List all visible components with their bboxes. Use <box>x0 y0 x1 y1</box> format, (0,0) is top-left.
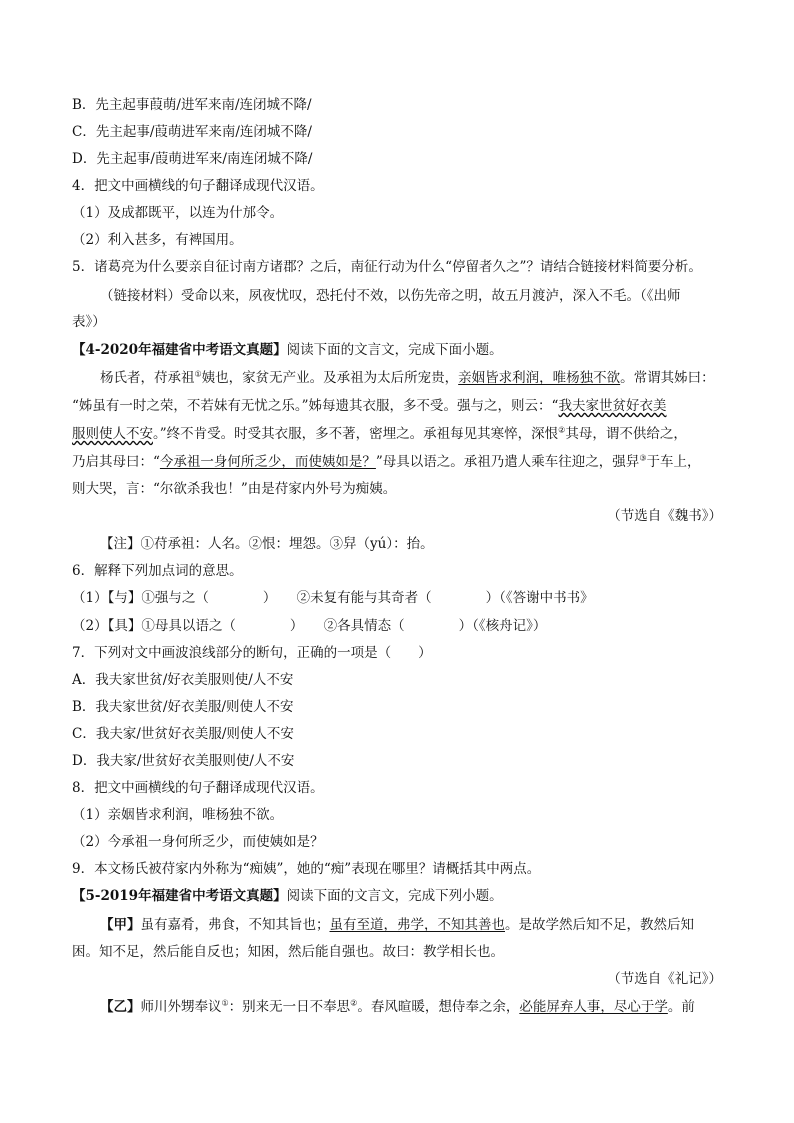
annotations: 【注】①苻承祖：人名。②恨：埋怨。③舁（yú）：抬。 <box>100 536 434 552</box>
section-5-title: 【5-2019年福建省中考语文真题】 <box>72 888 287 904</box>
note-mark: ③ <box>639 453 647 463</box>
question-6: 6．解释下列加点词的意思。 <box>72 563 243 579</box>
passage-line: 杨氏者，苻承祖①姨也，家贫无产业。及承祖为太后所宠贵，亲姻皆求利润，唯杨独不欲。常谓其姊曰： <box>100 369 715 386</box>
question-5: 5．诸葛亮为什么要亲自征讨南方诸郡？之后，南征行动为什么“停留者久之”？请结合链接材料简要分析。 <box>72 259 702 275</box>
section-4-instruction: 阅读下面的文言文，完成下面小题。 <box>286 342 503 358</box>
option-c: C．先主起事/葭萌进军来南/连闭城不降/ <box>72 124 312 140</box>
section-4-heading <box>72 341 732 359</box>
note-mark: ② <box>558 425 566 435</box>
wavy-underline-part-1: 我夫家世贫好衣美 <box>558 398 667 414</box>
passage-jia-line: 【甲】虽有嘉肴，弗食，不知其旨也；虽有至道，弗学，不知其善也。是故学然后知不足，教然后知 <box>100 917 694 933</box>
source-weishu: （节选自《魏书》） <box>607 508 722 524</box>
q4-item-2: （2）利入甚多，有裨国用。 <box>72 232 243 248</box>
passage-line: 则大哭，言：“尔欲杀我也！”由是苻家内外号为痴姨。 <box>72 481 397 497</box>
q7-option-b: B．我夫家世贫/好衣美服/则使人不安 <box>72 699 294 715</box>
q4-item-1: （1）及成都既平，以连为什邡令。 <box>72 205 284 221</box>
passage-jia-line: 困。知不足，然后能自反也；知困，然后能自强也。故曰：教学相长也。 <box>72 944 504 960</box>
passage-line: “姊虽有一时之荣，不若妹有无忧之乐。”姊每遗其衣服，多不受。强与之，则云：“我夫家世贫好衣美 <box>72 398 667 414</box>
note-mark: ② <box>350 998 358 1008</box>
q8-item-2: （2）今承祖一身何所乏少，而使姨如是？ <box>72 834 324 850</box>
source-liji: （节选自《礼记》） <box>607 971 722 987</box>
passage-line: 服则使人不安。”终不肯受。时受其衣服，多不著，密埋之。承祖每见其寒悴，深恨②其母，谓不供给之， <box>72 425 687 442</box>
q6-item-1: （1）【与】①强与之（ ） ②未复有能与其奇者（ ）（《答谢中书书》 <box>72 590 594 606</box>
question-8: 8．把文中画横线的句子翻译成现代汉语。 <box>72 780 324 796</box>
note-mark: ① <box>221 998 229 1008</box>
q8-item-1: （1）亲姻皆求利润，唯杨独不欲。 <box>72 807 284 823</box>
linked-material: （链接材料）受命以来，夙夜忧叹，恐托付不效，以伤先帝之明，故五月渡泸，深入不毛。（《出师 <box>100 288 681 304</box>
q6-item-2: （2）【具】①母具以语之（ ） ②各具情态（ ）（《核舟记》） <box>72 618 547 634</box>
underlined-sentence-3: 虽有至道，弗学，不知其善也 <box>329 917 505 933</box>
linked-material-cont: 表》） <box>72 314 106 330</box>
section-5-heading <box>72 887 732 905</box>
passage-yi-line: 【乙】师川外甥奉议①：别来无一日不奉思②。春风暄暖，想侍奉之余，必能屏弃人事，尽心于学。前 <box>100 998 695 1015</box>
question-7: 7．下列对文中画波浪线部分的断句，正确的一项是（ ） <box>72 645 432 661</box>
underlined-sentence-2: 今承祖一身何所乏少，而使姨如是？ <box>159 454 376 470</box>
wavy-underline-part-2: 服则使人不安 <box>72 426 153 442</box>
q7-option-a: A．我夫家世贫/好衣美服则使/人不安 <box>72 672 294 688</box>
question-4: 4．把文中画横线的句子翻译成现代汉语。 <box>72 178 324 194</box>
underlined-sentence-1: 亲姻皆求利润，唯杨独不欲 <box>458 370 621 386</box>
section-5-instruction: 阅读下面的文言文，完成下列小题。 <box>286 888 503 904</box>
option-b: B．先主起事葭萌/进军来南/连闭城不降/ <box>72 97 312 113</box>
question-9: 9．本文杨氏被苻家内外称为“痴姨”，她的“痴”表现在哪里？请概括其中两点。 <box>72 861 541 877</box>
q7-option-c: C．我夫家/世贫好衣美服/则使人不安 <box>72 726 294 742</box>
section-4-title: 【4-2020年福建省中考语文真题】 <box>72 342 287 358</box>
passage-line: 乃启其母曰：“今承祖一身何所乏少，而使姨如是？”母具以语之。承祖乃遣人乘车往迎之，强舁③于车上， <box>72 453 701 470</box>
note-mark: ① <box>194 369 202 379</box>
q7-option-d: D．我夫家/世贫好衣美服则使/人不安 <box>72 753 295 769</box>
option-d: D．先主起事/葭萌进军来/南连闭城不降/ <box>72 151 313 167</box>
underlined-sentence-4: 必能屏弃人事，尽心于学 <box>519 999 668 1015</box>
